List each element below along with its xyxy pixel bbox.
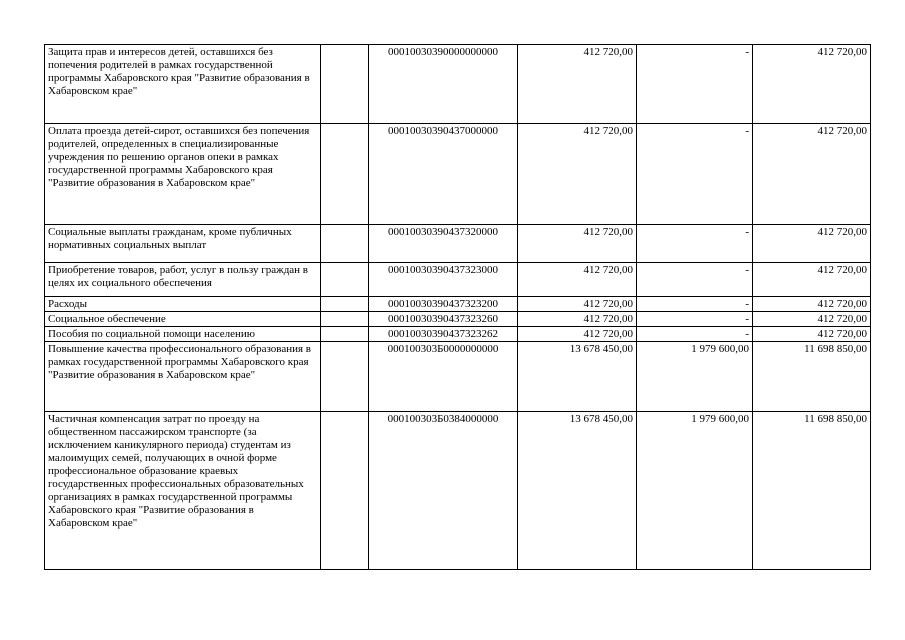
row-code: 00010030390437000000: [369, 124, 518, 225]
row-code: 00010030390437323000: [369, 263, 518, 297]
empty-cell: [321, 312, 369, 327]
row-name: Приобретение товаров, работ, услуг в пользу граждан в целях их социального обеспечения: [45, 263, 321, 297]
row-code: 00010030390437320000: [369, 225, 518, 263]
row-change: 1 979 600,00: [637, 342, 753, 412]
row-change: 1 979 600,00: [637, 412, 753, 570]
row-amount: 412 720,00: [518, 263, 637, 297]
empty-cell: [321, 263, 369, 297]
row-change: -: [637, 124, 753, 225]
row-name: Оплата проезда детей-сирот, оставшихся без попечения родителей, определенных в специализированные учреждения по решению органов опеки в рамках государственной программы Хабаровского края "Развитие образования в Хабаровском крае": [45, 124, 321, 225]
row-change: -: [637, 225, 753, 263]
empty-cell: [321, 225, 369, 263]
row-code: 00010030390437323200: [369, 297, 518, 312]
row-name: Расходы: [45, 297, 321, 312]
row-total: 412 720,00: [753, 327, 871, 342]
row-amount: 412 720,00: [518, 45, 637, 124]
row-total: 412 720,00: [753, 297, 871, 312]
row-total: 412 720,00: [753, 312, 871, 327]
row-total: 412 720,00: [753, 124, 871, 225]
budget-table: [44, 44, 871, 570]
row-change: -: [637, 312, 753, 327]
row-amount: 412 720,00: [518, 297, 637, 312]
row-amount: 412 720,00: [518, 327, 637, 342]
row-total: 412 720,00: [753, 225, 871, 263]
empty-cell: [321, 45, 369, 124]
row-name: Пособия по социальной помощи населению: [45, 327, 321, 342]
row-amount: 13 678 450,00: [518, 412, 637, 570]
row-amount: 13 678 450,00: [518, 342, 637, 412]
table-row: [45, 342, 871, 412]
table-row: [45, 225, 871, 263]
row-name: Защита прав и интересов детей, оставшихся без попечения родителей в рамках государственной программы Хабаровского края "Развитие образования в Хабаровском крае": [45, 45, 321, 124]
row-name: Частичная компенсация затрат по проезду на общественном пассажирском транспорте (за исключением каникулярного периода) студентам из малоимущих семей, получающих в очной форме профессиональное образование краевых государственных профессиональных образовательных организациях в рамках государственной программы Хабаровского края "Развитие образования в Хабаровском крае": [45, 412, 321, 570]
row-change: -: [637, 297, 753, 312]
row-name: Социальное обеспечение: [45, 312, 321, 327]
row-code: 00010030390437323260: [369, 312, 518, 327]
table-row: [45, 312, 871, 327]
row-amount: 412 720,00: [518, 124, 637, 225]
row-total: 412 720,00: [753, 45, 871, 124]
row-name: Социальные выплаты гражданам, кроме публичных нормативных социальных выплат: [45, 225, 321, 263]
table-row: [45, 263, 871, 297]
empty-cell: [321, 297, 369, 312]
row-code: 00010030390437323262: [369, 327, 518, 342]
row-code: 00010030390000000000: [369, 45, 518, 124]
row-total: 11 698 850,00: [753, 342, 871, 412]
row-change: -: [637, 45, 753, 124]
empty-cell: [321, 412, 369, 570]
empty-cell: [321, 327, 369, 342]
row-amount: 412 720,00: [518, 225, 637, 263]
row-code: 000100303Б0000000000: [369, 342, 518, 412]
row-name: Повышение качества профессионального образования в рамках государственной программы Хабаровского края "Развитие образования в Хабаровском крае": [45, 342, 321, 412]
table-row: [45, 327, 871, 342]
empty-cell: [321, 124, 369, 225]
row-change: -: [637, 327, 753, 342]
empty-cell: [321, 342, 369, 412]
table-row: [45, 45, 871, 124]
table-row: [45, 297, 871, 312]
table-row: [45, 412, 871, 570]
row-change: -: [637, 263, 753, 297]
row-total: 412 720,00: [753, 263, 871, 297]
row-code: 000100303Б0384000000: [369, 412, 518, 570]
row-total: 11 698 850,00: [753, 412, 871, 570]
row-amount: 412 720,00: [518, 312, 637, 327]
table-row: [45, 124, 871, 225]
